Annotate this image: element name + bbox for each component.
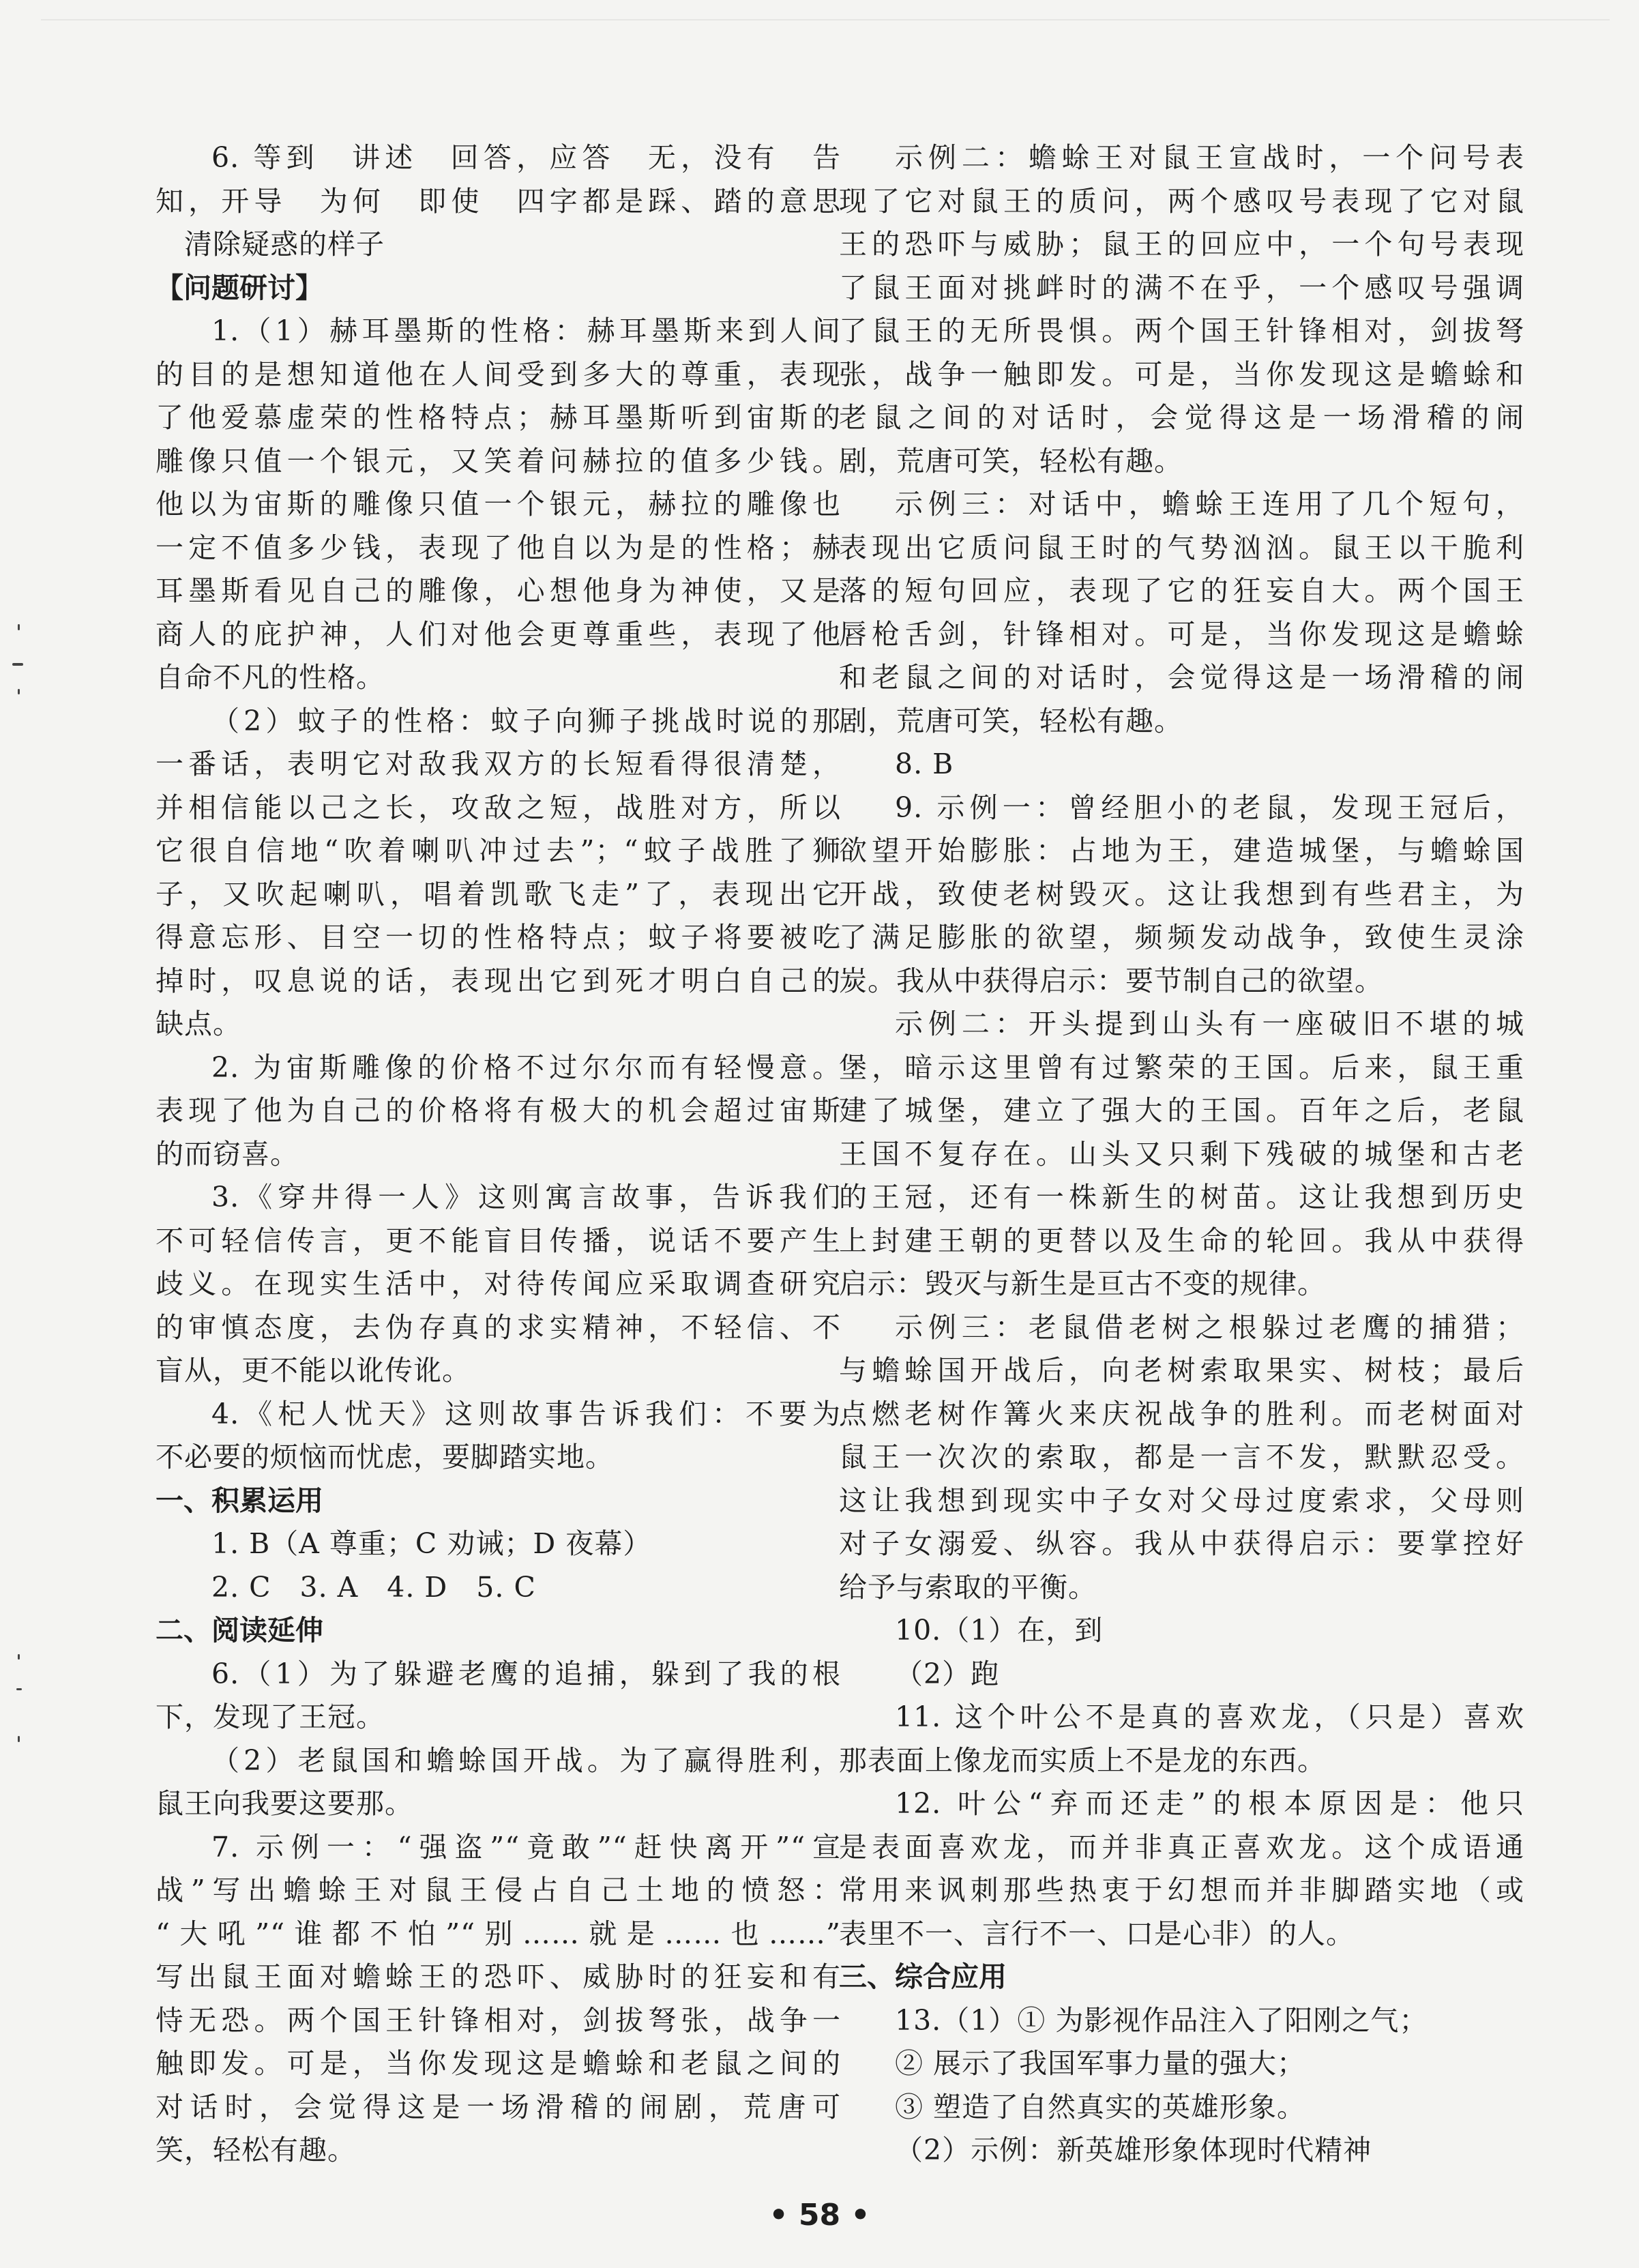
text-line: 鼠王向我要这要那。 [156,1787,413,1820]
text-line: 商人的庇护神，人们对他会更尊重些，表现了他 [156,617,841,651]
text-line: 现了它对鼠王的质问，两个感叹号表现了它对鼠 [839,184,1524,218]
text-line: 开战，致使老树毁灭。这让我想到有些君主，为 [839,877,1524,911]
text-line: 笑，轻松有趣。 [156,2134,356,2166]
text-line: 12. 叶公“弃而还走”的根本原因是：他只 [895,1787,1524,1820]
text-line: 它很自信地“吹着喇叭冲过去”；“蚊子战胜了狮 [156,834,841,867]
text-line: 欲望开始膨胀：占地为王，建造城堡，与蟾蜍国 [839,834,1524,867]
text-line: 王的恐吓与威胁；鼠王的回应中，一个句号表现 [839,228,1524,261]
text-line: 的目的是想知道他在人间受到多大的尊重，表现 [156,357,841,391]
text-line: 表现出它质问鼠王时的气势汹汹。鼠王以干脆利 [839,531,1524,564]
text-line: 盲从，更不能以讹传讹。 [156,1354,471,1387]
text-line: 6. 等到 讲述 回答，应答 无，没有 告 [211,141,841,174]
text-line: 的审慎态度，去伪存真的求实精神，不轻信、不 [156,1310,841,1344]
left-column [156,136,841,2173]
text-line: 了鼠王面对挑衅时的满不在乎，一个感叹号强调 [839,271,1524,304]
text-line: 与蟾蜍国开战后，向老树索取果实、树枝；最后 [839,1354,1524,1387]
text-line: 1.（1）赫耳墨斯的性格：赫耳墨斯来到人间 [211,314,841,347]
text-line: 不可轻信传言，更不能盲目传播，说话不要产生 [156,1224,841,1257]
text-line: 自命不凡的性格。 [156,661,385,694]
text-line: 唇枪舌剑，针锋相对。可是，当你发现这是蟾蜍 [839,617,1524,651]
text-line: 他以为宙斯的雕像只值一个银元，赫拉的雕像也 [156,488,841,520]
text-line: 1. B（A 尊重；C 劝诫；D 夜幕） [211,1527,652,1560]
text-line: ③ 塑造了自然真实的英雄形象。 [895,2090,1306,2123]
text-line: “大吼”“谁都不怕”“别……就是……也……” [156,1917,841,1950]
text-line: 战”写出蟾蜍王对鼠王侵占自己土地的愤怒： [156,1874,841,1906]
text-line: 和老鼠之间的对话时，会觉得这是一场滑稽的闹 [839,661,1524,694]
text-line: 一番话，表明它对敌我双方的长短看得很清楚， [156,748,841,780]
text-line: 给予与索取的平衡。 [839,1570,1097,1604]
text-line: 2. C 3. A 4. D 5. C [211,1570,536,1604]
text-line: 子，又吹起喇叭，唱着凯歌飞走”了，表现出它 [156,877,841,911]
text-line: 8. B [895,748,954,780]
text-line: 知，开导 为何 即使 四字都是踩、踏的意思 [156,184,841,218]
text-line: 炭。我从中获得启示：要节制自己的欲望。 [839,964,1383,997]
text-line: 11. 这个叶公不是真的喜欢龙，（只是）喜欢 [895,1700,1524,1733]
text-line: 表现了他为自己的价格将有极大的机会超过宙斯 [156,1094,841,1127]
text-line: 13.（1）① 为影视作品注入了阳刚之气； [895,2003,1428,2037]
top-edge-line [41,19,1610,20]
text-line: 的王冠，还有一株新生的树苗。这让我想到历史 [839,1181,1524,1213]
text-line: 上封建王朝的更替以及生命的轮回。我从中获得 [839,1224,1524,1257]
text-line: ② 展示了我国军事力量的强大； [895,2047,1306,2080]
section-heading: 【问题研讨】 [156,271,323,304]
binding-mark [18,624,20,630]
text-line: 下，发现了王冠。 [156,1700,385,1733]
text-line: 剧，荒唐可笑，轻松有趣。 [839,444,1183,477]
text-line: 表里不一、言行不一、口是心非）的人。 [839,1917,1355,1950]
text-line: 张，战争一触即发。可是，当你发现这是蟾蜍和 [839,357,1524,391]
text-line: 建了城堡，建立了强大的王国。百年之后，老鼠 [839,1094,1524,1127]
text-line: 对子女溺爱、纵容。我从中获得启示：要掌控好 [839,1527,1524,1560]
text-line: 示例二：开头提到山头有一座破旧不堪的城 [895,1007,1524,1040]
text-line: 7. 示例一：“强盗”“竟敢”“赶快离开”“宣 [211,1830,841,1864]
text-line: 3.《穿井得一人》这则寓言故事，告诉我们 [211,1181,841,1213]
text-line: 堡，暗示这里曾有过繁荣的王国。后来，鼠王重 [839,1050,1524,1084]
text-line: （2）示例：新英雄形象体现时代精神 [895,2134,1372,2166]
text-line: （2）老鼠国和蟾蜍国开战。为了赢得胜利， [211,1743,841,1777]
text-line: 点燃老树作篝火来庆祝战争的胜利。而老树面对 [839,1397,1524,1430]
text-line: 4.《杞人忧天》这则故事告诉我们：不要为 [211,1397,841,1430]
text-line: 对话时，会觉得这是一场滑稽的闹剧，荒唐可 [156,2090,841,2123]
text-line: 雕像只值一个银元，又笑着问赫拉的值多少钱。 [156,444,841,477]
text-line: 剧，荒唐可笑，轻松有趣。 [839,704,1183,737]
text-line: 6.（1）为了躲避老鹰的追捕，躲到了我的根 [211,1657,841,1690]
text-line: 了满足膨胀的欲望，频频发动战争，致使生灵涂 [839,921,1524,954]
text-line: 触即发。可是，当你发现这是蟾蜍和老鼠之间的 [156,2047,841,2080]
text-line: 清除疑惑的样子 [184,228,385,261]
section-heading: 二、阅读延伸 [156,1614,323,1647]
text-line: 启示：毁灭与新生是亘古不变的规律。 [839,1267,1326,1300]
text-line: 2. 为宙斯雕像的价格不过尔尔而有轻慢意。 [211,1050,841,1084]
text-line: （2）跑 [895,1657,1000,1690]
text-line: 了鼠王的无所畏惧。两个国王针锋相对，剑拔弩 [839,314,1524,347]
binding-mark [18,1736,20,1742]
text-line: 一定不值多少钱，表现了他自以为是的性格；赫 [156,531,841,564]
text-line: 了他爱慕虚荣的性格特点；赫耳墨斯听到宙斯的 [156,401,841,434]
text-line: 那表面上像龙而实质上不是龙的东西。 [839,1743,1326,1777]
text-line: （2）蚊子的性格：蚊子向狮子挑战时说的那 [211,704,841,737]
text-line: 写出鼠王面对蟾蜍王的恐吓、威胁时的狂妄和有 [156,1960,841,1993]
text-line: 10.（1）在，到 [895,1614,1104,1647]
right-column [839,136,1524,2173]
text-line: 是表面喜欢龙，而并非真正喜欢龙。这个成语通 [839,1830,1524,1864]
text-line: 歧义。在现实生活中，对待传闻应采取调查研究 [156,1267,841,1300]
text-line: 掉时，叹息说的话，表现出它到死才明白自己的 [156,964,841,997]
text-line: 恃无恐。两个国王针锋相对，剑拔弩张，战争一 [156,2003,841,2037]
text-line: 示例二：蟾蜍王对鼠王宣战时，一个问号表 [895,141,1524,174]
binding-mark [18,1654,20,1660]
text-line: 王国不复存在。山头又只剩下残破的城堡和古老 [839,1137,1524,1170]
section-heading: 一、积累运用 [156,1484,323,1517]
page-number: • 58 • [769,2198,870,2233]
binding-mark [16,1688,22,1690]
text-line: 落的短句回应，表现了它的狂妄自大。两个国王 [839,574,1524,607]
text-line: 示例三：对话中，蟾蜍王连用了几个短句， [895,488,1524,520]
text-line: 不必要的烦恼而忧虑，要脚踏实地。 [156,1441,614,1473]
text-line: 鼠王一次次的索取，都是一言不发，默默忍受。 [839,1441,1524,1473]
text-line: 9. 示例一：曾经胆小的老鼠，发现王冠后， [895,791,1524,824]
text-line: 得意忘形、目空一切的性格特点；蚊子将要被吃 [156,921,841,954]
section-heading: 三、综合应用 [839,1960,1007,1993]
text-line: 这让我想到现实中子女对父母过度索求，父母则 [839,1484,1524,1517]
text-line: 缺点。 [156,1007,241,1040]
binding-mark [18,689,20,694]
binding-mark [12,663,23,666]
text-line: 并相信能以己之长，攻敌之短，战胜对方，所以 [156,791,841,824]
text-line: 常用来讽刺那些热衷于幻想而并非脚踏实地（或 [839,1874,1524,1906]
text-line: 示例三：老鼠借老树之根躲过老鹰的捕猎； [895,1310,1524,1344]
text-line: 老鼠之间的对话时，会觉得这是一场滑稽的闹 [839,401,1524,434]
text-line: 的而窃喜。 [156,1137,299,1170]
text-line: 耳墨斯看见自己的雕像，心想他身为神使，又是 [156,574,841,607]
